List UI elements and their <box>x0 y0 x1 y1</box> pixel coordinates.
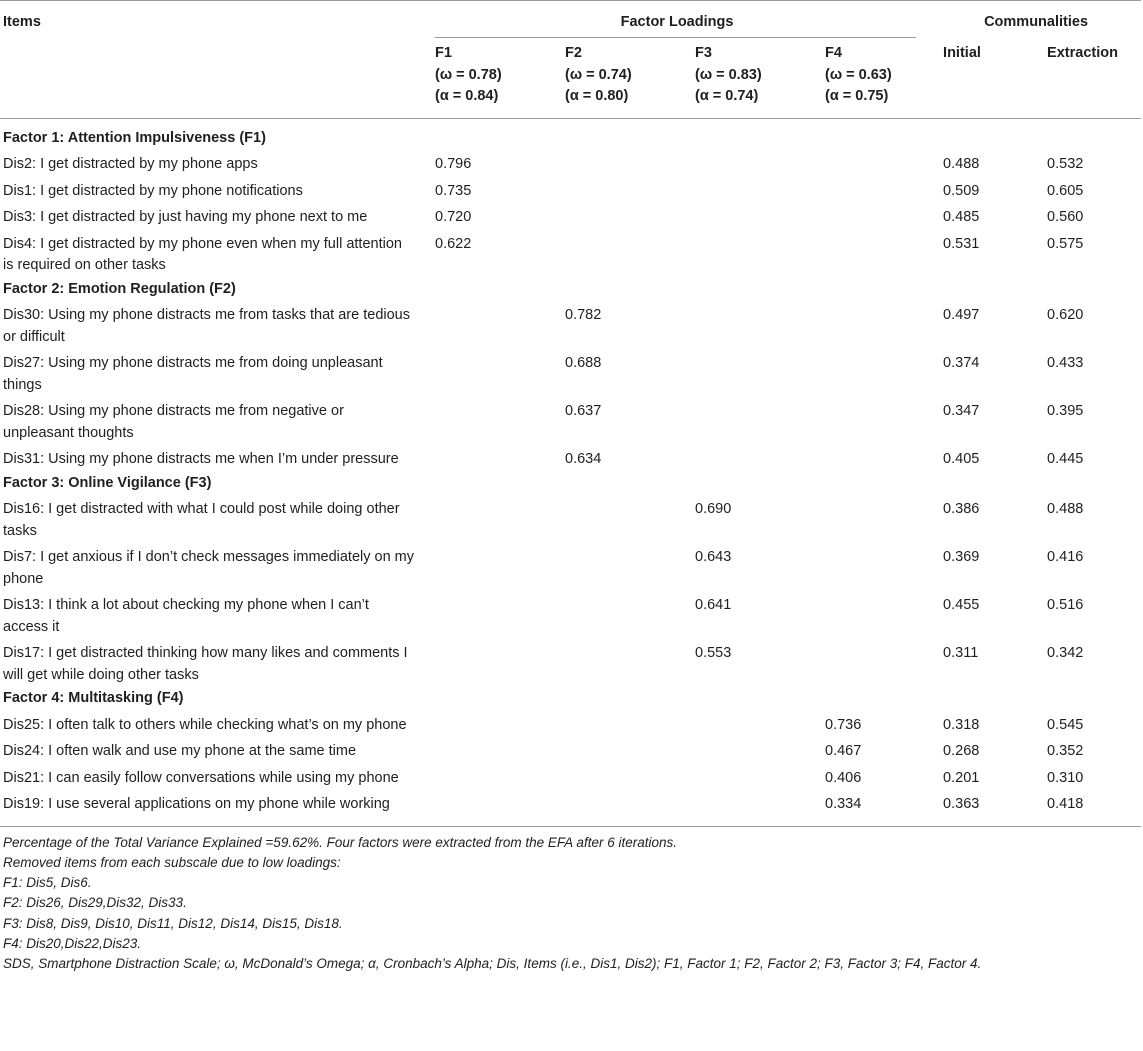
value-f2 <box>553 149 683 176</box>
factor-header-f3 <box>683 38 813 118</box>
value-f1 <box>423 542 553 590</box>
section-title: Factor 4: Multitasking (F4) <box>3 690 184 706</box>
value-f2 <box>553 542 683 590</box>
value-f2 <box>553 763 683 790</box>
value-f3 <box>683 396 813 444</box>
factor-header-name: F2 <box>565 45 582 61</box>
table-row <box>0 348 1141 396</box>
value-initial: 0.318 <box>943 716 980 733</box>
items-header: Items <box>3 14 41 30</box>
value-f4 <box>813 202 931 229</box>
value-extraction: 0.418 <box>1047 796 1084 812</box>
item-text: Dis19: I use several applications on my phone while working <box>3 796 390 812</box>
value-f1 <box>423 789 553 826</box>
value-f4 <box>813 494 931 542</box>
value-f4 <box>813 229 931 277</box>
value-f2 <box>553 736 683 763</box>
value-extraction: 0.605 <box>1047 182 1084 199</box>
table-row <box>0 494 1141 542</box>
factor-header-name: F1 <box>435 45 452 61</box>
section-row <box>0 118 1141 149</box>
table-row <box>0 444 1141 471</box>
value-extraction: 0.575 <box>1047 235 1084 252</box>
value-initial: 0.268 <box>943 743 980 759</box>
value-extraction: 0.545 <box>1047 716 1084 733</box>
item-text: Dis17: I get distracted thinking how many likes and comments I will get while doing other tasks <box>3 645 408 683</box>
factor-loadings-header <box>423 1 931 39</box>
value-f4 <box>813 590 931 638</box>
value-f3 <box>683 763 813 790</box>
factor-header-omega: (ω = 0.74) <box>565 66 632 83</box>
value-f4 <box>813 444 931 471</box>
value-f1 <box>423 710 553 737</box>
value-f4: 0.406 <box>825 769 862 786</box>
value-f3: 0.641 <box>695 597 732 613</box>
value-extraction: 0.445 <box>1047 451 1084 467</box>
factor-loadings-label: Factor Loadings <box>620 14 734 30</box>
value-f3: 0.643 <box>695 549 732 565</box>
value-initial: 0.374 <box>943 355 980 371</box>
value-f4 <box>813 300 931 348</box>
item-text: Dis7: I get anxious if I don’t check messages immediately on my phone <box>3 549 415 587</box>
table-row <box>0 789 1141 826</box>
initial-header: Initial <box>943 45 981 61</box>
value-f4: 0.334 <box>825 796 862 812</box>
factor-header-alpha: (α = 0.75) <box>825 88 889 104</box>
item-text: Dis25: I often talk to others while checking what’s on my phone <box>3 716 407 733</box>
value-f4 <box>813 396 931 444</box>
table-row <box>0 710 1141 737</box>
value-f2: 0.637 <box>565 403 602 419</box>
value-f1: 0.796 <box>435 156 472 172</box>
value-initial: 0.485 <box>943 209 980 225</box>
section-row <box>0 686 1141 710</box>
value-f3 <box>683 789 813 826</box>
note-line: SDS, Smartphone Distraction Scale; ω, McDonald’s Omega; α, Cronbach’s Alpha; Dis, Items (i.e., Dis1, Dis2); F1, Factor 1; F2, Factor 2; F3, Factor 3; F4, Factor 4. <box>3 956 982 972</box>
section-title: Factor 1: Attention Impulsiveness (F1) <box>3 129 266 146</box>
value-f2: 0.782 <box>565 307 602 323</box>
note-line: F4: Dis20,Dis22,Dis23. <box>3 935 142 951</box>
table-header <box>0 1 1141 119</box>
value-initial: 0.347 <box>943 403 980 419</box>
table-row <box>0 638 1141 686</box>
value-f1 <box>423 638 553 686</box>
value-f4 <box>813 176 931 203</box>
factor-header-alpha: (α = 0.84) <box>435 88 499 104</box>
communalities-header: Communalities <box>984 14 1089 30</box>
value-f3 <box>683 710 813 737</box>
item-text: Dis27: Using my phone distracts me from doing unpleasant things <box>3 355 383 393</box>
value-initial: 0.531 <box>943 235 980 252</box>
value-f4: 0.467 <box>825 743 862 759</box>
value-f3 <box>683 176 813 203</box>
table-row <box>0 202 1141 229</box>
value-extraction: 0.532 <box>1047 156 1084 172</box>
value-f2: 0.634 <box>565 451 602 467</box>
note-line: F2: Dis26, Dis29,Dis32, Dis33. <box>3 895 187 911</box>
value-f3 <box>683 300 813 348</box>
value-f2 <box>553 202 683 229</box>
item-text: Dis24: I often walk and use my phone at the same time <box>3 743 357 759</box>
factor-header-alpha: (α = 0.74) <box>695 88 759 104</box>
value-extraction: 0.395 <box>1047 403 1084 419</box>
value-initial: 0.488 <box>943 156 980 172</box>
value-f2 <box>553 590 683 638</box>
value-extraction: 0.352 <box>1047 743 1084 759</box>
table-row <box>0 396 1141 444</box>
factor-header-omega: (ω = 0.63) <box>825 66 892 83</box>
item-text: Dis2: I get distracted by my phone apps <box>3 156 258 172</box>
value-f1 <box>423 763 553 790</box>
value-f3: 0.690 <box>695 501 732 517</box>
note-line: Removed items from each subscale due to low loadings: <box>3 854 341 870</box>
value-f3 <box>683 348 813 396</box>
note-line: F1: Dis5, Dis6. <box>3 875 92 891</box>
note-line: Percentage of the Total Variance Explained =59.62%. Four factors were extracted from the EFA after 6 iterations. <box>3 834 677 850</box>
value-f1: 0.735 <box>435 182 472 199</box>
table-notes <box>0 826 1141 975</box>
value-extraction: 0.433 <box>1047 355 1084 371</box>
factor-header-alpha: (α = 0.80) <box>565 88 629 104</box>
value-f3 <box>683 202 813 229</box>
factor-header-omega: (ω = 0.78) <box>435 66 502 83</box>
factor-header-name: F3 <box>695 45 712 61</box>
value-f3 <box>683 229 813 277</box>
item-text: Dis4: I get distracted by my phone even when my full attention is required on other tasks <box>3 235 402 273</box>
factor-loadings-underline <box>435 37 916 38</box>
table-row <box>0 149 1141 176</box>
note-line: F3: Dis8, Dis9, Dis10, Dis11, Dis12, Dis14, Dis15, Dis18. <box>3 915 343 931</box>
value-f2 <box>553 789 683 826</box>
value-f1 <box>423 300 553 348</box>
value-f3 <box>683 149 813 176</box>
item-text: Dis3: I get distracted by just having my phone next to me <box>3 209 368 225</box>
value-extraction: 0.416 <box>1047 549 1084 565</box>
value-f2 <box>553 638 683 686</box>
section-row <box>0 471 1141 495</box>
value-f1 <box>423 494 553 542</box>
factor-header-f2 <box>553 38 683 118</box>
item-text: Dis16: I get distracted with what I could post while doing other tasks <box>3 501 400 539</box>
value-f1 <box>423 590 553 638</box>
item-text: Dis28: Using my phone distracts me from negative or unpleasant thoughts <box>3 403 344 441</box>
value-extraction: 0.342 <box>1047 645 1084 661</box>
value-initial: 0.405 <box>943 451 980 467</box>
value-initial: 0.201 <box>943 769 980 786</box>
value-extraction: 0.516 <box>1047 597 1084 613</box>
value-initial: 0.497 <box>943 307 980 323</box>
factor-header-omega: (ω = 0.83) <box>695 66 762 83</box>
section-title: Factor 2: Emotion Regulation (F2) <box>3 280 236 297</box>
value-initial: 0.509 <box>943 182 980 199</box>
value-f2: 0.688 <box>565 355 602 371</box>
table-row <box>0 736 1141 763</box>
value-extraction: 0.310 <box>1047 769 1084 786</box>
value-f4 <box>813 542 931 590</box>
table-row <box>0 763 1141 790</box>
item-text: Dis30: Using my phone distracts me from tasks that are tedious or difficult <box>3 307 410 345</box>
value-f3: 0.553 <box>695 645 732 661</box>
value-f4 <box>813 149 931 176</box>
table-row <box>0 542 1141 590</box>
table-row <box>0 590 1141 638</box>
value-f3 <box>683 736 813 763</box>
extraction-header: Extraction <box>1047 45 1118 61</box>
value-f1: 0.720 <box>435 209 472 225</box>
value-initial: 0.455 <box>943 597 980 613</box>
item-text: Dis31: Using my phone distracts me when I’m under pressure <box>3 451 399 467</box>
value-f1 <box>423 736 553 763</box>
factor-header-f1 <box>423 38 553 118</box>
factor-header-name: F4 <box>825 45 842 61</box>
value-initial: 0.363 <box>943 796 980 812</box>
value-f3 <box>683 444 813 471</box>
value-f4: 0.736 <box>825 716 862 733</box>
section-title: Factor 3: Online Vigilance (F3) <box>3 474 212 491</box>
item-text: Dis21: I can easily follow conversations while using my phone <box>3 769 399 786</box>
value-f4 <box>813 348 931 396</box>
value-initial: 0.369 <box>943 549 980 565</box>
item-text: Dis13: I think a lot about checking my phone when I can’t access it <box>3 597 369 635</box>
table-body <box>0 118 1141 826</box>
item-text: Dis1: I get distracted by my phone notifications <box>3 182 303 199</box>
value-initial: 0.311 <box>943 645 979 661</box>
value-f2 <box>553 494 683 542</box>
value-extraction: 0.488 <box>1047 501 1084 517</box>
table-row <box>0 229 1141 277</box>
value-f1 <box>423 396 553 444</box>
value-f1 <box>423 348 553 396</box>
value-f2 <box>553 176 683 203</box>
value-f2 <box>553 229 683 277</box>
table-row <box>0 176 1141 203</box>
value-f1: 0.622 <box>435 235 472 252</box>
value-extraction: 0.560 <box>1047 209 1084 225</box>
value-extraction: 0.620 <box>1047 307 1084 323</box>
value-f1 <box>423 444 553 471</box>
value-initial: 0.386 <box>943 501 980 517</box>
table-row <box>0 300 1141 348</box>
value-f2 <box>553 710 683 737</box>
section-row <box>0 277 1141 301</box>
factor-header-f4 <box>813 38 931 118</box>
value-f4 <box>813 638 931 686</box>
